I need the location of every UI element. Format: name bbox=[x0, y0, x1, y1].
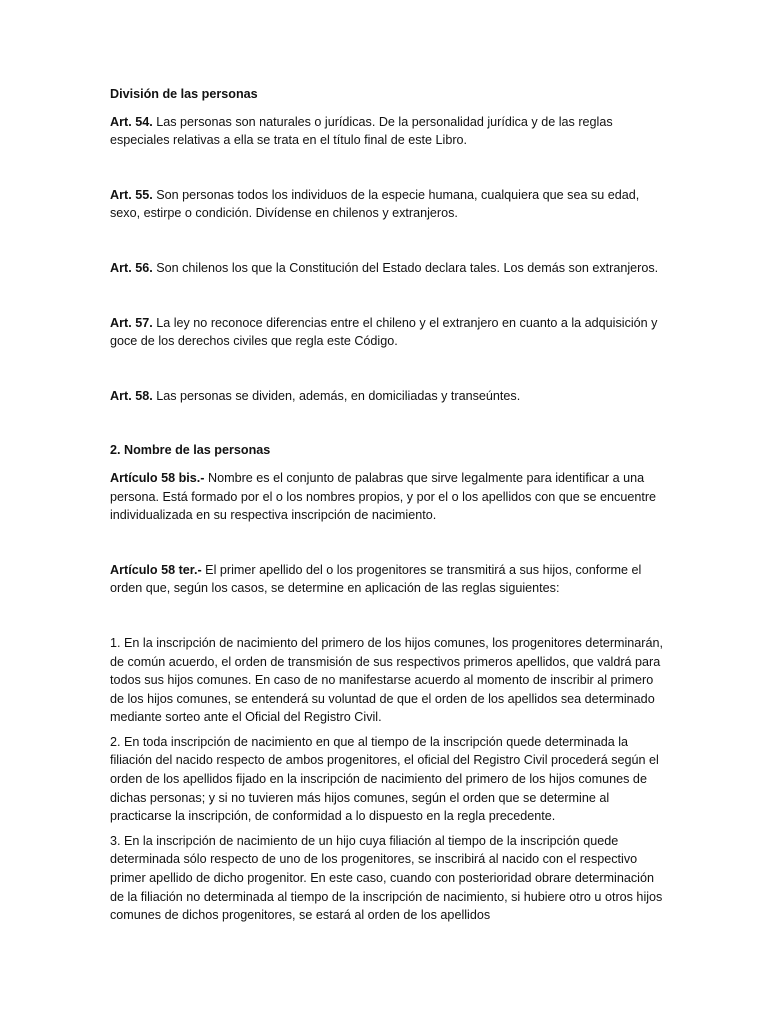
article-text: La ley no reconoce diferencias entre el chileno y el extranjero en cuanto a la adquisición y goce de los derechos civiles que regla este Código. bbox=[110, 315, 658, 349]
article-text: El primer apellido del o los progenitores se transmitirá a sus hijos, conforme el orden que, según los casos, se determine en aplicación de las reglas siguientes: bbox=[110, 562, 642, 596]
article-56 bbox=[110, 259, 665, 278]
article-58 bbox=[110, 387, 665, 406]
article-text: Las personas se dividen, además, en domiciliadas y transeúntes. bbox=[152, 388, 521, 403]
section-heading-nombre bbox=[110, 441, 665, 460]
article-label: Artículo 58 bis.- bbox=[110, 470, 205, 485]
article-58-ter bbox=[110, 561, 665, 598]
article-label: Art. 56. bbox=[110, 260, 153, 275]
article-55 bbox=[110, 186, 665, 223]
heading-text: División de las personas bbox=[110, 87, 258, 101]
document-page bbox=[110, 85, 665, 925]
article-54 bbox=[110, 113, 665, 150]
article-label: Art. 58. bbox=[110, 388, 153, 403]
article-text: Las personas son naturales o jurídicas. De la personalidad jurídica y de las reglas especiales relativas a ella se trata en el título final de este Libro. bbox=[110, 114, 613, 148]
article-58-bis bbox=[110, 469, 665, 525]
article-label: Art. 54. bbox=[110, 114, 153, 129]
article-label: Art. 57. bbox=[110, 315, 153, 330]
article-text: Son chilenos los que la Constitución del Estado declara tales. Los demás son extranjeros. bbox=[152, 260, 659, 275]
article-57 bbox=[110, 314, 665, 351]
rule-3: 3. En la inscripción de nacimiento de un hijo cuya filiación al tiempo de la inscripción quede determinada sólo respecto de uno de los progenitores, se inscribirá al nacido con el respectivo primer apellido de dicho progenitor. En este caso, cuando con posterioridad obrare determinación de la filiación no determinada al tiempo de la inscripción de nacimiento, si hubiere otro u otros hijos comunes de dichos progenitores, se estará al orden de los apellidos bbox=[110, 833, 663, 923]
article-label: Artículo 58 ter.- bbox=[110, 562, 202, 577]
article-text: Son personas todos los individuos de la especie humana, cualquiera que sea su edad, sexo, estirpe o condición. Divídense en chilenos y extranjeros. bbox=[110, 187, 640, 221]
rule-1: 1. En la inscripción de nacimiento del primero de los hijos comunes, los progenitores determinarán, de común acuerdo, el orden de transmisión de sus respectivos primeros apellidos, que valdrá para todos sus hijos comunes. En caso de no manifestarse acuerdo al momento de inscribir al primero de los hijos comunes, se entenderá su voluntad de que el orden de los apellidos sea determinado mediante sorteo ante el Oficial del Registro Civil. bbox=[110, 635, 664, 725]
rule-2: 2. En toda inscripción de nacimiento en que al tiempo de la inscripción quede determinada la filiación del nacido respecto de ambos progenitores, el oficial del Registro Civil procederá según el orden de los apellidos fijado en la inscripción de nacimiento del primero de los hijos comunes de dichas personas; y si no tuvieren más hijos comunes, según el orden que se determine al practicarse la inscripción, de conformidad a lo dispuesto en la regla precedente. bbox=[110, 734, 659, 824]
article-label: Art. 55. bbox=[110, 187, 153, 202]
article-text: Nombre es el conjunto de palabras que sirve legalmente para identificar a una persona. Está formado por el o los nombres propios, y por el o los apellidos con que se encuentre individualizada en su respectiva inscripción de nacimiento. bbox=[110, 470, 657, 523]
section-heading-division bbox=[110, 85, 665, 104]
heading-text: 2. Nombre de las personas bbox=[110, 443, 271, 458]
